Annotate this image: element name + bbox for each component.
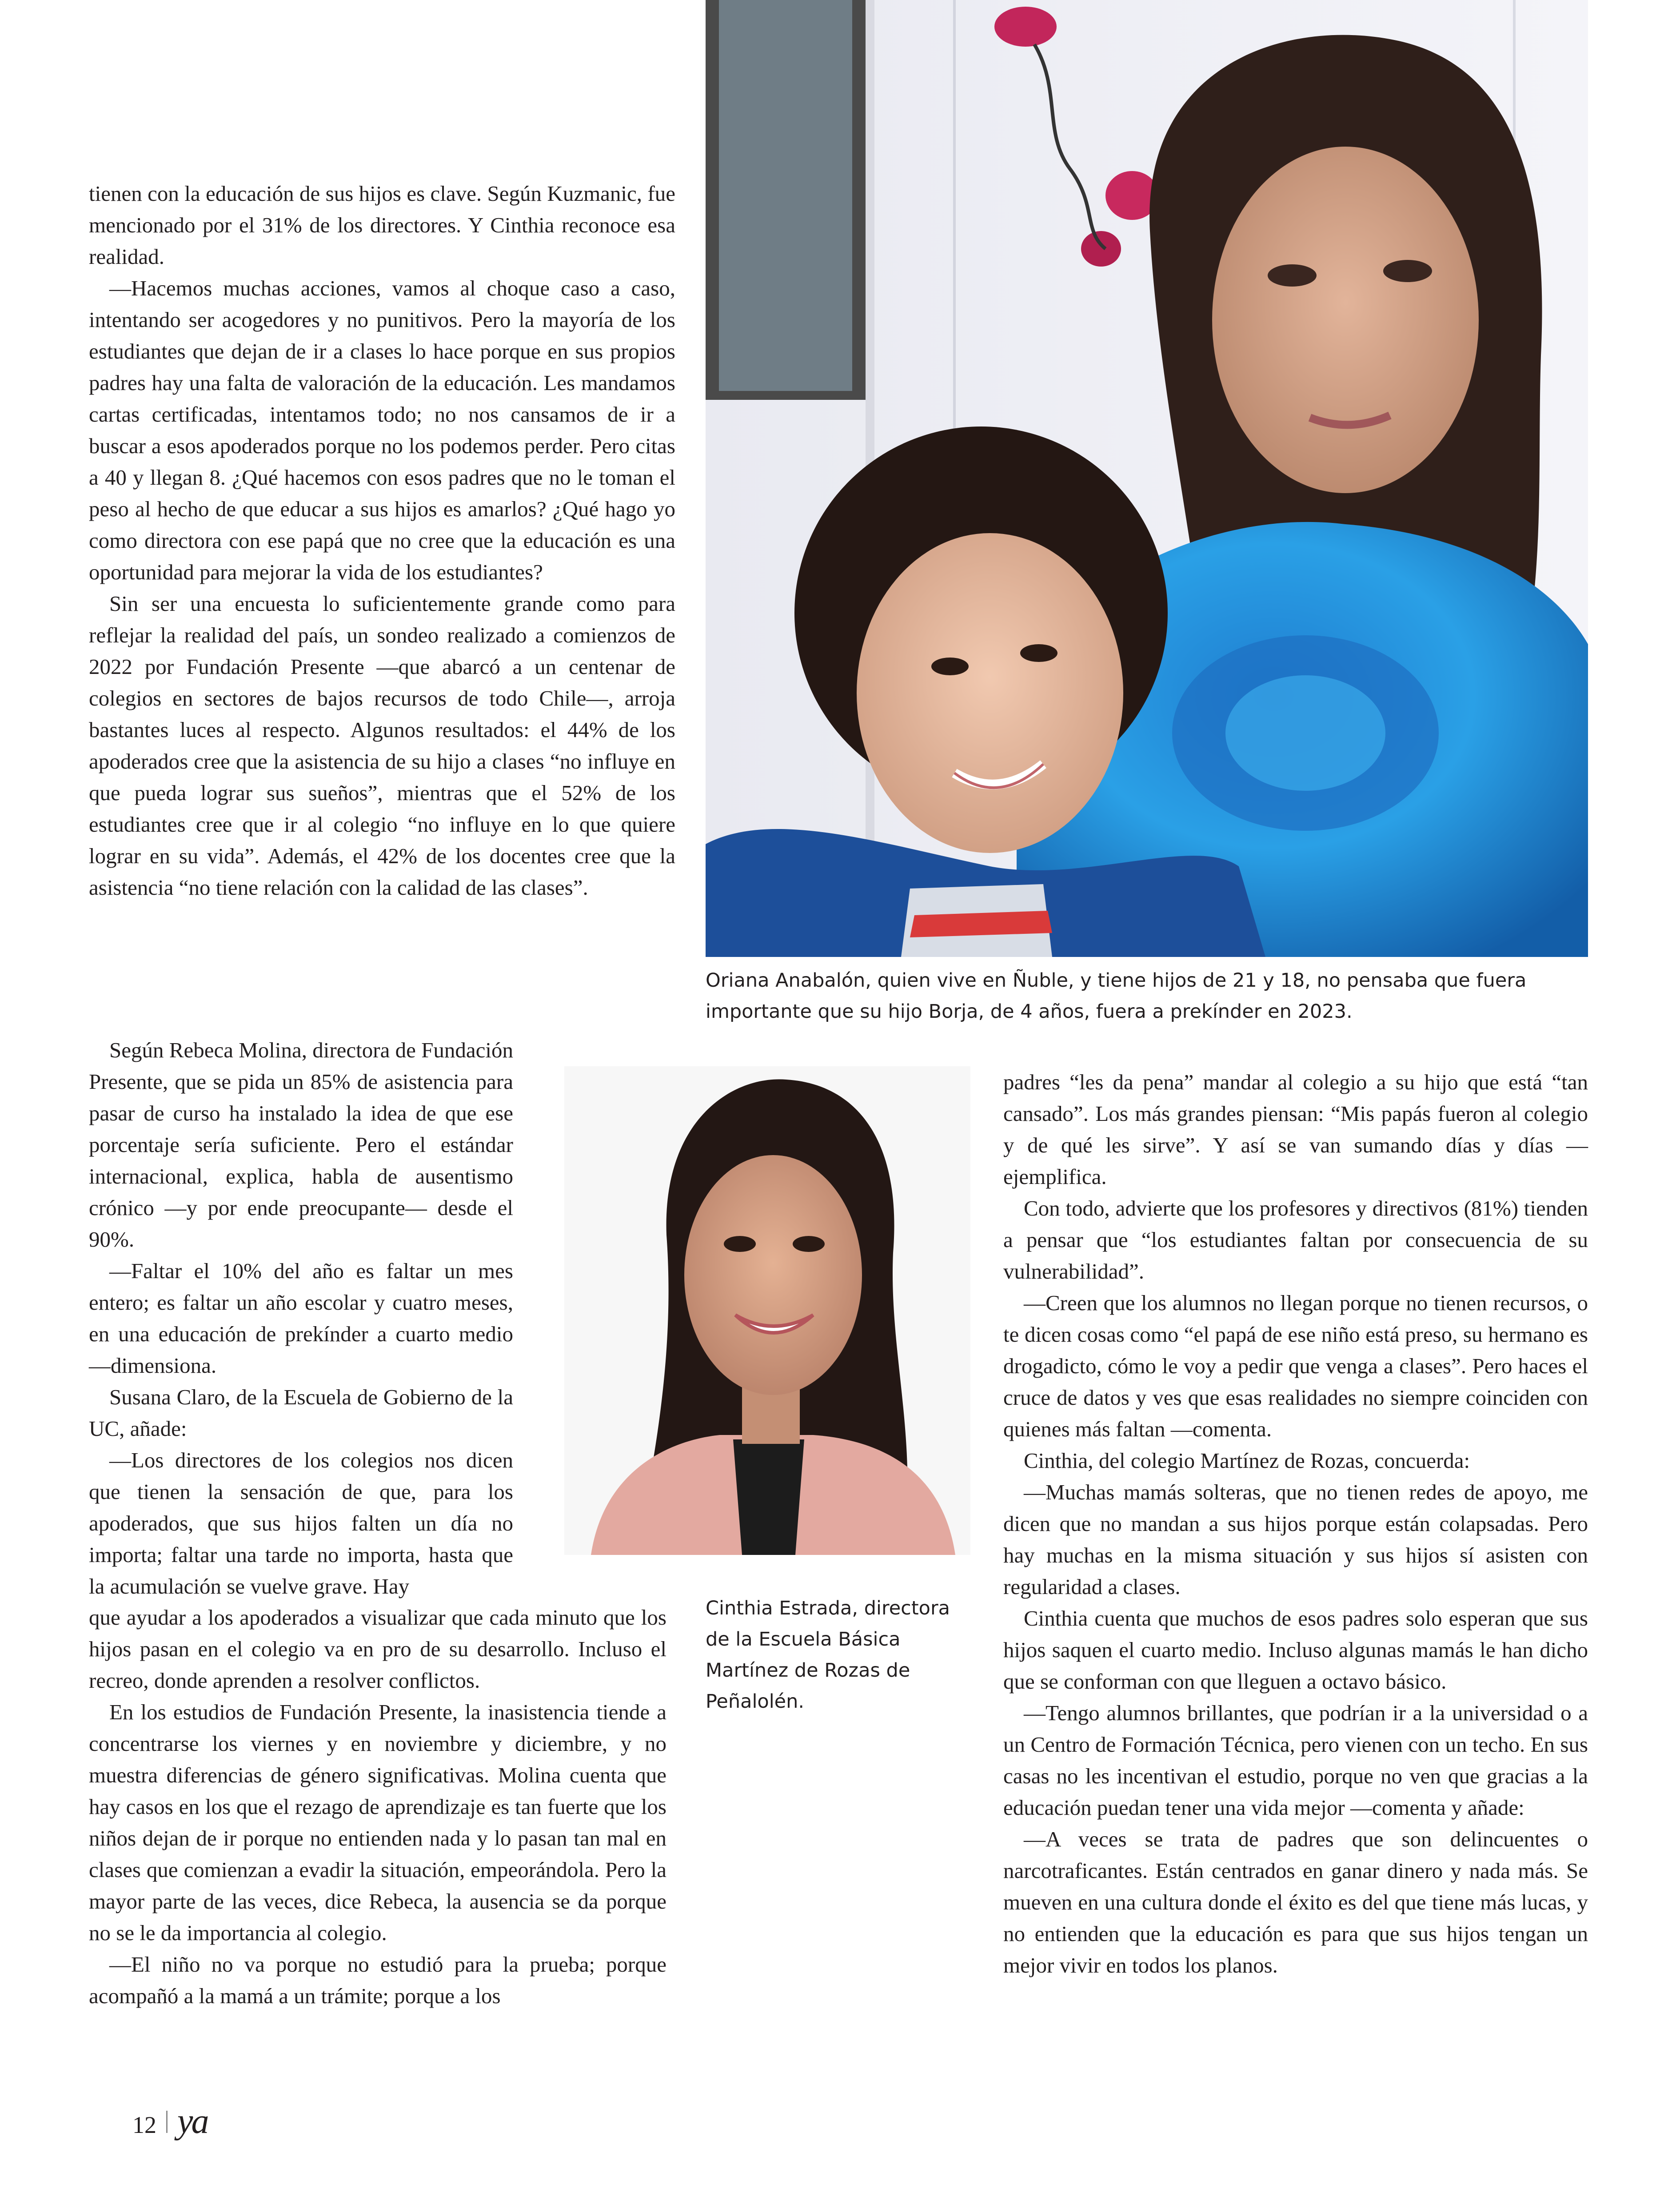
paragraph: En los estudios de Fundación Presente, la inasistencia tiende a concentrarse los viernes y en noviembre y diciembre, y no muestra diferencias de género significativas. Molina cuenta que hay casos en los que el rezago de aprendizaje es tan fuerte que los niños dejan de ir porque no entienden nada y lo pasan tan mal en clases que comienzan a evadir la situación, empeorándola. Pero la mayor parte de las veces, dice Rebeca, la ausencia se da porque no se le da importancia al colegio. [89, 1700, 666, 1945]
paragraph: Cinthia, del colegio Martínez de Rozas, concuerda: [1024, 1448, 1470, 1473]
paragraph: —A veces se trata de padres que son delincuentes o narcotraficantes. Están centrados en ganar dinero y nada más. Se mueven en una cultura donde el éxito es del que tiene más lucas, y no entienden que la educación es para que sus hijos tengan un mejor vivir en todos los planos. [1003, 1827, 1588, 1977]
left-column-lower [89, 1602, 666, 2012]
paragraph: que ayudar a los apoderados a visualizar que cada minuto que los hijos pasan en el colegio va en pro de su desarrollo. Incluso el recreo, donde aprenden a resolver conflictos. [89, 1605, 666, 1693]
paragraph: —Los directores de los colegios nos dicen que tienen la sensación de que, para los apoderados, que sus hijos falten un día no importa; faltar una tarde no importa, hasta que la acumulación se vuelve grave. Hay [89, 1448, 513, 1598]
main-photo [706, 0, 1588, 957]
magazine-logo: ya [177, 2102, 208, 2141]
portrait-photo [564, 1066, 970, 1555]
paragraph: —Tengo alumnos brillantes, que podrían ir a la universidad o a un Centro de Formación Técnica, pero vienen con un techo. En sus casas no les incentivan el estudio, porque no ven que gracias a la educación puedan tener una vida mejor —comenta y añade: [1003, 1701, 1588, 1820]
left-column-middle [89, 1034, 513, 1602]
left-column-upper [89, 178, 675, 903]
paragraph: Sin ser una encuesta lo suficientemente grande como para reflejar la realidad del país, un sondeo realizado a comienzos de 2022 por Fundación Presente —que abarcó a un centenar de colegios en sectores de bajos recursos de todo Chile—, arroja bastantes luces al respecto. Algunos resultados: el 44% de los apoderados cree que la asistencia de su hijo a clases “no influye en que pueda lograr sus sueños”, mientras que el 52% de los estudiantes cree que ir al colegio “no influye en lo que quiere lograr en su vida”. Además, el 42% de los docentes cree que la asistencia “no tiene relación con la calidad de las clases”. [89, 591, 675, 900]
paragraph: padres “les da pena” mandar al colegio a su hijo que está “tan cansado”. Los más grandes piensan: “Mis papás fueron al colegio y de qué les sirve”. Y así se van sumando días y días —ejemplifica. [1003, 1070, 1588, 1189]
paragraph: —Hacemos muchas acciones, vamos al choque caso a caso, intentando ser acogedores y no punitivos. Pero la mayoría de los estudiantes que dejan de ir a clases lo hace porque en sus propios padres hay una falta de valoración de la educación. Les mandamos cartas certificadas, intentamos todo; no nos cansamos de ir a buscar a esos apoderados porque no los podemos perder. Pero citas a 40 y llegan 8. ¿Qué hacemos con esos padres que no le toman el peso al hecho de que educar a sus hijos es amarlos? ¿Qué hago yo como directora con ese papá que no cree que la educación es una oportunidad para mejorar la vida de los estudiantes? [89, 276, 675, 584]
portrait-illustration [564, 1066, 970, 1555]
main-photo-illustration [706, 0, 1588, 957]
paragraph: Susana Claro, de la Escuela de Gobierno de la UC, añade: [89, 1385, 513, 1441]
paragraph: —Faltar el 10% del año es faltar un mes entero; es faltar un año escolar y cuatro meses, en una educación de prekínder a cuarto medio —dimensiona. [89, 1259, 513, 1378]
page-number: 12 [132, 2112, 156, 2138]
footer-divider [166, 2111, 168, 2133]
paragraph: —Creen que los alumnos no llegan porque no tienen recursos, o te dicen cosas como “el papá de ese niño está preso, su hermano es drogadicto, cómo le voy a pedir que venga a clases”. Pero haces el cruce de datos y ves que esas realidades no siempre coinciden con quienes más faltan —comenta. [1003, 1291, 1588, 1441]
right-column [1003, 1066, 1588, 1981]
paragraph: —El niño no va porque no estudió para la prueba; porque acompañó a la mamá a un trámite; porque a los [89, 1952, 666, 2008]
portrait-caption: Cinthia Estrada, directora de la Escuela Básica Martínez de Rozas de Peñalolén. [706, 1597, 950, 1713]
paragraph: Cinthia cuenta que muchos de esos padres solo esperan que sus hijos saquen el cuarto medio. Incluso algunas mamás le han dicho que se conforman con que lleguen a octavo básico. [1003, 1606, 1588, 1694]
page-footer [132, 2101, 208, 2142]
paragraph: tienen con la educación de sus hijos es clave. Según Kuzmanic, fue mencionado por el 31% de los directores. Y Cinthia reconoce esa realidad. [89, 181, 675, 269]
paragraph: Con todo, advierte que los profesores y directivos (81%) tienden a pensar que “los estudiantes faltan por consecuencia de su vulnerabilidad”. [1003, 1196, 1588, 1283]
paragraph: —Muchas mamás solteras, que no tienen redes de apoyo, me dicen que no mandan a sus hijos porque están colapsadas. Pero hay muchas en la misma situación y sus hijos sí asisten con regularidad a clases. [1003, 1480, 1588, 1599]
main-photo-caption: Oriana Anabalón, quien vive en Ñuble, y tiene hijos de 21 y 18, no pensaba que fuera importante que su hijo Borja, de 4 años, fuera a prekínder en 2023. [706, 969, 1527, 1023]
paragraph: Según Rebeca Molina, directora de Fundación Presente, que se pida un 85% de asistencia para pasar de curso ha instalado la idea de que ese porcentaje sería suficiente. Pero el estándar internacional, explica, habla de ausentismo crónico —y por ende preocupante— desde el 90%. [89, 1038, 513, 1251]
